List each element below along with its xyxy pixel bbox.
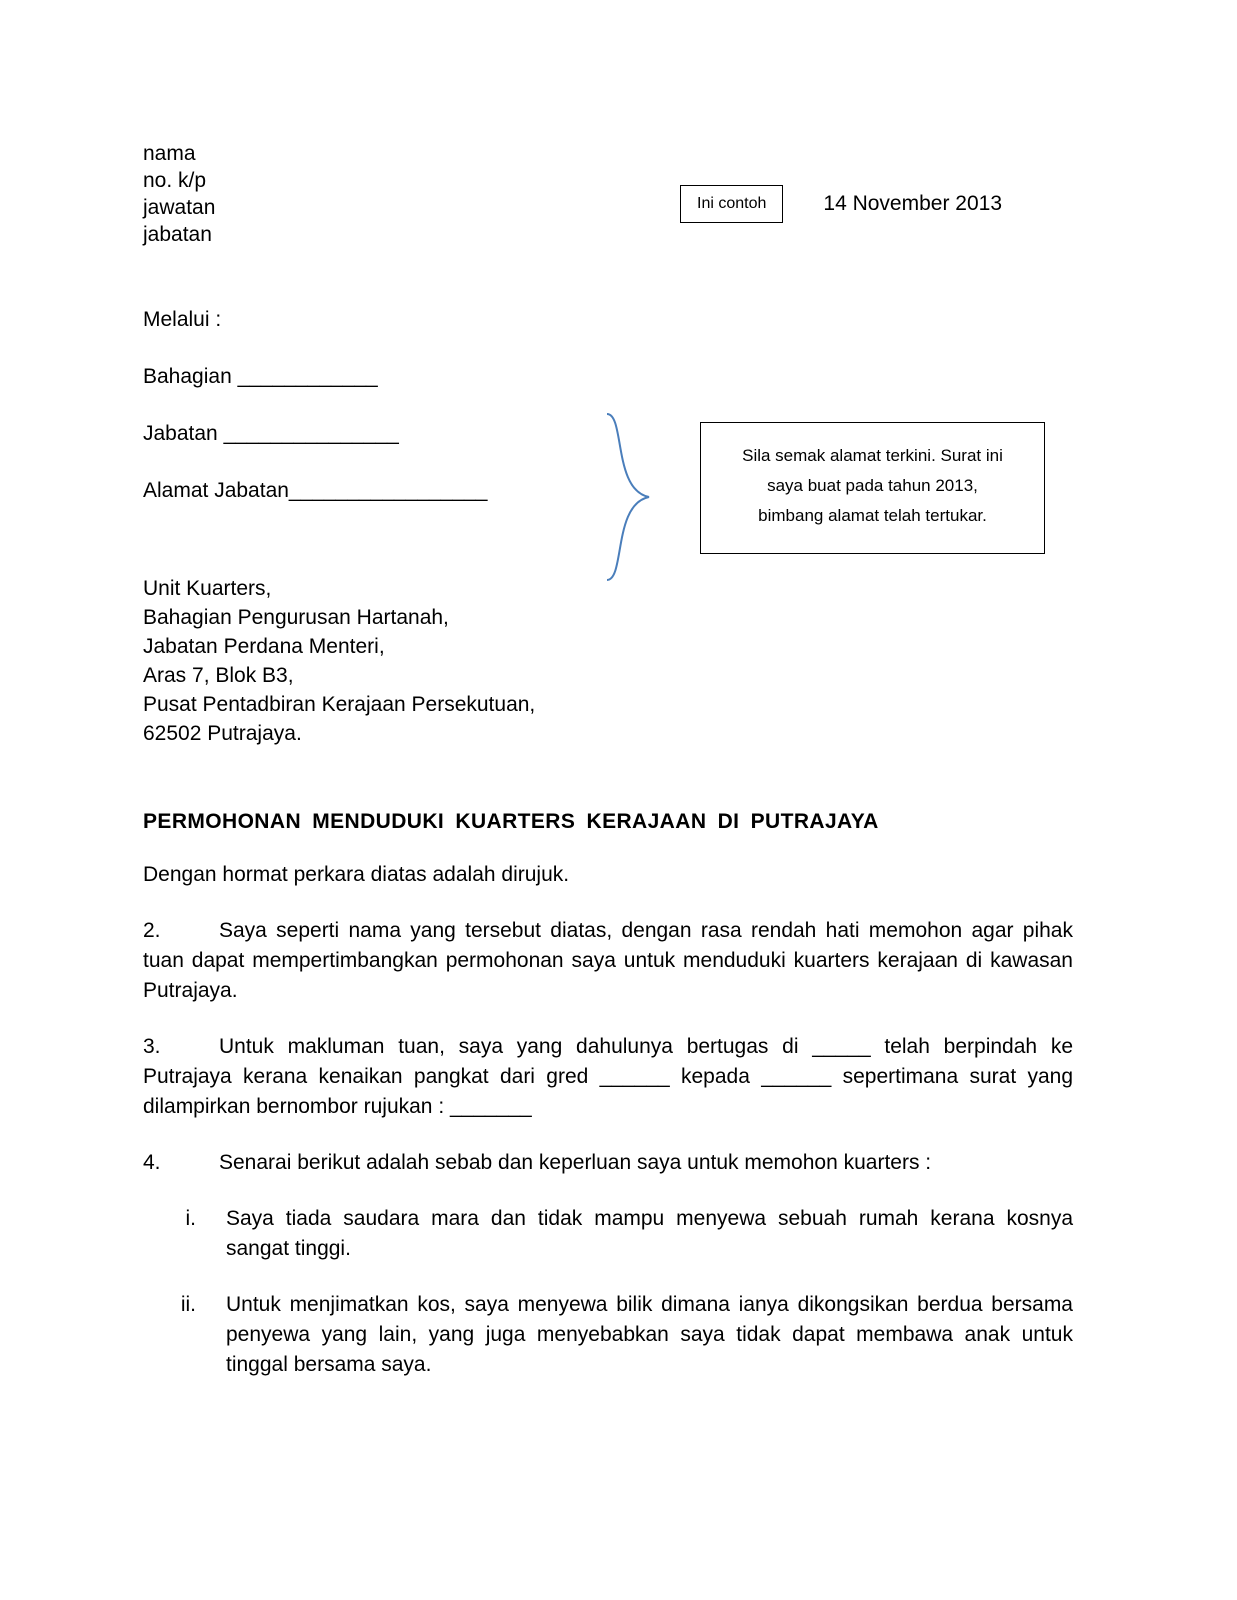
paragraph-2-number: 2. bbox=[143, 919, 161, 942]
paragraph-3-text: Untuk makluman tuan, saya yang dahulunya bertugas di _____ telah berpindah ke Putrajaya kerana kenaikan pangkat dari gred ______ kepada ______ sepertimana surat yang dilampirkan bernombor rujukan : _______ bbox=[143, 1035, 1073, 1118]
curly-brace-icon bbox=[605, 412, 655, 582]
paragraph-2 bbox=[143, 916, 1073, 1006]
recipient-line-2: Bahagian Pengurusan Hartanah, bbox=[143, 606, 449, 629]
letter-subject: PERMOHONAN MENDUDUKI KUARTERS KERAJAAN DI PUTRAJAYA bbox=[143, 810, 879, 833]
paragraph-4-text: Senarai berikut adalah sebab dan keperluan saya untuk memohon kuarters : bbox=[219, 1151, 932, 1174]
paragraph-4 bbox=[143, 1148, 1073, 1178]
recipient-line-5: Pusat Pentadbiran Kerajaan Persekutuan, bbox=[143, 693, 536, 716]
list-item-marker-ii: ii. bbox=[180, 1293, 196, 1316]
list-item-marker-i: i. bbox=[185, 1207, 196, 1230]
address-note-box bbox=[700, 422, 1045, 554]
paragraph-3 bbox=[143, 1032, 1073, 1122]
recipient-line-3: Jabatan Perdana Menteri, bbox=[143, 635, 385, 658]
list-item-text-i: Saya tiada saudara mara dan tidak mampu menyewa sebuah rumah kerana kosnya sangat tinggi. bbox=[226, 1207, 1073, 1260]
recipient-line-1: Unit Kuarters, bbox=[143, 577, 272, 600]
list-item-text-ii: Untuk menjimatkan kos, saya menyewa bilik dimana ianya dikongsikan berdua bersama penyewa yang lain, yang juga menyebabkan saya tidak dapat membawa anak untuk tinggal bersama saya. bbox=[226, 1293, 1073, 1376]
recipient-address bbox=[143, 574, 1073, 748]
recipient-line-6: 62502 Putrajaya. bbox=[143, 722, 302, 745]
address-note-line-3: bimbang alamat telah tertukar. bbox=[758, 506, 987, 525]
intro-paragraph: Dengan hormat perkara diatas adalah dirujuk. bbox=[143, 863, 570, 886]
ini-contoh-callout: Ini contoh bbox=[680, 185, 783, 223]
melalui-jabatan-field: Jabatan _______________ bbox=[143, 422, 399, 445]
reasons-list bbox=[143, 1204, 1073, 1380]
sender-line-nama: nama bbox=[143, 142, 196, 165]
paragraph-2-text: Saya seperti nama yang tersebut diatas, dengan rasa rendah hati memohon agar pihak tuan dapat mempertimbangkan permohonan saya untuk menduduki kuarters kerajaan di kawasan Putrajaya. bbox=[143, 919, 1073, 1002]
letter-date: 14 November 2013 bbox=[823, 192, 1003, 215]
sender-line-nokp: no. k/p bbox=[143, 169, 207, 192]
date-callout-row bbox=[680, 185, 1002, 223]
recipient-line-4: Aras 7, Blok B3, bbox=[143, 664, 294, 687]
paragraph-4-number: 4. bbox=[143, 1151, 161, 1174]
letter-body bbox=[143, 140, 1073, 1380]
list-item bbox=[143, 1204, 1073, 1264]
sender-line-jabatan: jabatan bbox=[143, 223, 212, 246]
list-item bbox=[143, 1290, 1073, 1380]
paragraph-3-number: 3. bbox=[143, 1035, 161, 1058]
melalui-alamat-field: Alamat Jabatan_________________ bbox=[143, 479, 488, 502]
melalui-bahagian-field: Bahagian ____________ bbox=[143, 365, 378, 388]
address-note-line-2: saya buat pada tahun 2013, bbox=[767, 476, 978, 495]
address-note-line-1: Sila semak alamat terkini. Surat ini bbox=[742, 446, 1003, 465]
sender-line-jawatan: jawatan bbox=[143, 196, 216, 219]
melalui-label: Melalui : bbox=[143, 308, 222, 331]
